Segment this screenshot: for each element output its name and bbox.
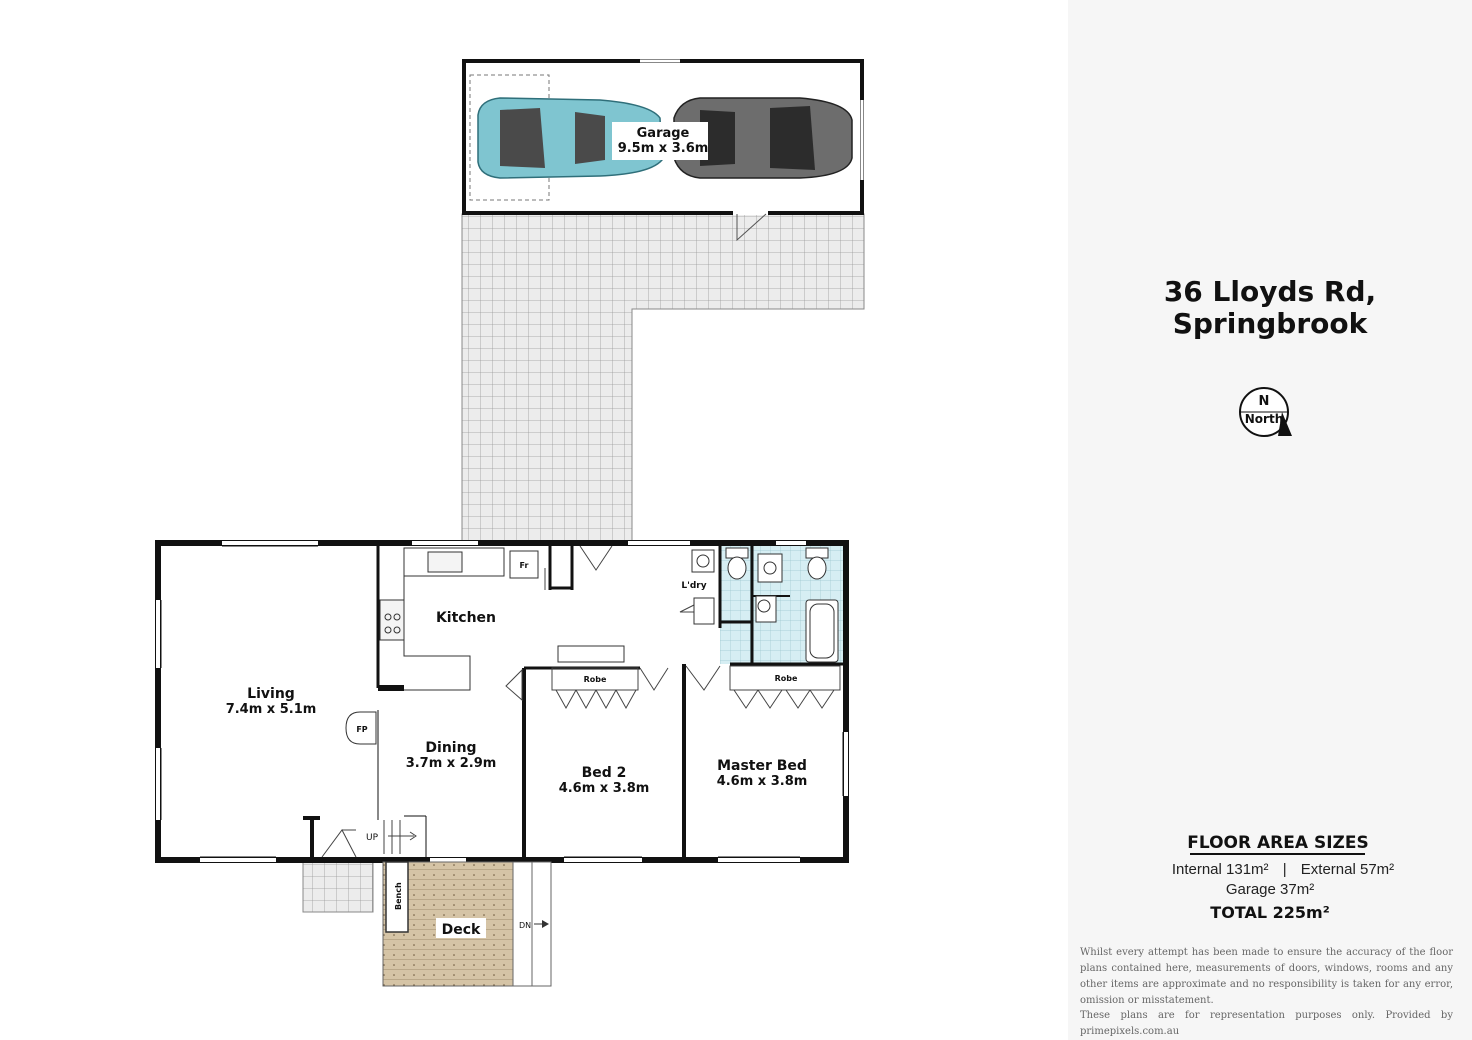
area-external: External 57m² [1300,861,1395,878]
robe-bed2-label: Robe [583,675,607,684]
dining-size: 3.7m x 2.9m [405,756,497,771]
fireplace-label: FP [356,725,368,734]
entry-step-paving [303,862,373,912]
fridge-label: Fr [519,561,529,570]
garage [464,61,862,240]
robe-bed2 [552,668,638,708]
area-total: TOTAL 225m² [1210,903,1330,922]
laundry-label: L'dry [681,581,707,591]
robe-master-label: Robe [774,674,798,683]
robe-master [730,666,840,708]
bed2-size: 4.6m x 3.8m [558,781,650,796]
compass-label: North [1244,412,1284,426]
door-swings [322,546,720,857]
garage-size: 9.5m x 3.6m [617,141,709,156]
kitchen-label: Kitchen [435,610,497,626]
dining-label: Dining [425,740,477,756]
deck-label: Deck [441,922,481,938]
compass-letter: N [1258,394,1270,409]
garage-label: Garage [636,126,690,141]
heading-underline [1190,853,1365,855]
master-bed-size: 4.6m x 3.8m [716,774,808,789]
bed2-label: Bed 2 [581,765,627,781]
area-separator: | [1282,861,1287,878]
master-bed-label: Master Bed [717,758,807,774]
address-line-2: Springbrook [1172,307,1368,340]
area-garage: Garage 37m² [1225,881,1315,898]
living-label: Living [247,686,295,702]
stairs-up-label: UP [366,833,379,843]
disclaimer-note: These plans are for representation purposes only. Provided by primepixels.com.au [1080,1010,1453,1037]
info-sidebar [1068,0,1472,1040]
address-line-1: 36 Lloyds Rd, [1163,275,1377,308]
driveway-paving [462,214,864,541]
stairs-down-label: DN [519,921,532,930]
living-size: 7.4m x 5.1m [225,702,317,717]
area-internal: Internal 131m² [1171,861,1269,878]
disclaimer-text: Whilst every attempt has been made to ensure the accuracy of the floor plans contained here, measurements of doors, windows, rooms and any other items are approximate and no responsibility is taken for any error, omission or misstatement. [1080,947,1453,1006]
floor-area-heading: FLOOR AREA SIZES [1187,833,1369,853]
stairs-up [384,820,416,854]
area-internal-external [1088,861,1472,878]
bench-label: Bench [394,882,403,910]
